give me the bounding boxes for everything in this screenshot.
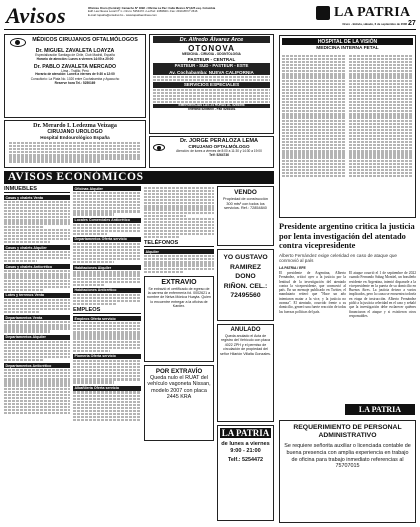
hours: Horario de atención: Lunes a viernes 14:00 a 20:00 xyxy=(36,56,114,61)
ad-text: de lunes a viernes 9:00 - 21:00 xyxy=(221,441,270,454)
category-empleos-oferta: Empleos Oferta servicio xyxy=(73,316,141,321)
category-tel-alquiler: Alquiler xyxy=(144,249,214,254)
ad-body: Se requiere señorita auxiliar o licenciada contable de buena presencia con amplia experiencia en trabajo de oficina para trabajo inmediato referencias al 75707015 xyxy=(284,443,411,470)
ad-peraloza xyxy=(149,136,274,168)
news-subhead: Alberto Fernández exige celeridad en caso de ataque que conmovió al país xyxy=(279,252,397,264)
classified-col-2 xyxy=(73,186,141,524)
ad-title: HOSPITAL DE LA VISIÓN xyxy=(282,38,413,45)
masthead-rule xyxy=(4,29,416,30)
ad-line: RAMIREZ xyxy=(230,263,261,271)
ad-line: DONO xyxy=(235,273,256,280)
contact-line: E-mail: lapatria@entelnet.bo - www.lapatriaenlinea.com xyxy=(88,12,157,17)
news-body: El presidente de Argentina, Alberto Fernández, criticó ayer a la justicia por la lentitud de la investigación del atentado contra la vicepresidente, que conmovió al país. En un mensaje publicado en Twitter, el mandatario reiteró que "Hace un año intentaron matar a la vice, y la justicia no avanza". El atentado, ocurrido frente a su domicilio, generó una fuerte reacción de todas las fuerzas políticas del país. xyxy=(279,270,346,314)
ad-title: Dr. Merardo I. Ledezma Veizaga xyxy=(33,123,117,129)
ad-emergency: EMERGENCIAS LAS 24 HORAS AL 5254598 xyxy=(153,104,270,108)
ad-vendo xyxy=(217,186,274,246)
ad-line: 72495560 xyxy=(230,292,261,299)
ad-box: SERVICIOS ESPECIALES xyxy=(153,82,270,88)
ad-hospital-vision xyxy=(279,35,416,218)
ad-phone: Teléfono 5255000 - Fax 5254451 xyxy=(187,106,236,111)
ad-title: MÉDICOS CIRUJANOS OFTALMÓLOGOS xyxy=(32,37,138,43)
category-deptos-anticretico: Departamentos Anticrético xyxy=(4,363,70,368)
classified-col-3 xyxy=(144,186,214,524)
ad-line: Hospital Endourológico España xyxy=(40,135,110,140)
address: Consultorio: La Plata No. 1020 entre Cochabamba y Ayacucho xyxy=(30,77,120,82)
section-title: Avisos xyxy=(6,3,67,28)
category-locales: Locales Comerciales Anticrético xyxy=(73,218,141,223)
category-deptos-alquiler: Departamentos Alquiler xyxy=(4,335,70,340)
ad-subtitle: CIRUJANO UROLOGO xyxy=(47,129,103,135)
ad-subtitle: CIRUJANO OFTALMÓLOGO xyxy=(188,144,250,149)
ad-phone: Telf: 5264736 xyxy=(209,152,229,157)
ad-por-extravio xyxy=(144,365,214,441)
section-header xyxy=(4,171,274,184)
ad-urologo xyxy=(4,120,146,168)
masthead xyxy=(4,3,416,33)
hours: Horario de atención: Lunes a viernes de 9:30 a 12:00 xyxy=(35,72,115,77)
ad-anulado xyxy=(217,324,274,422)
eye-icon xyxy=(153,144,165,151)
category-habitaciones-ant: Habitaciones Anticrético xyxy=(73,288,141,293)
doctor-detail: Lima - Trujillo, Perú xyxy=(61,68,89,73)
ad-lapatria-hours xyxy=(217,425,274,521)
news-body: El ataque ocurrió el 1 de septiembre de 2022 cuando Fernando Sabag Montiel, un brasileño residente en Argentina, intentó dispararle a la vicepresidente en la puerta de su domicilio en Buenos Aires. La justicia detuvo a varios implicados, pero la causa se encuentra todavía en etapa de instrucción. Alberto Fernández pidió a la justicia celeridad en el caso y señaló que la investigación debe esclarecer quiénes financiaron el ataque y si existieron otros responsables. xyxy=(349,270,416,318)
category-oficinas: Oficinas Alquiler xyxy=(73,186,141,191)
doctor-name: Dr. PABLO ZAVALETA MERCADO xyxy=(33,63,117,70)
doctor-name: Dr. MIGUEL ZAVALETA LOAYZA xyxy=(35,48,115,54)
category-casas-venta: Casas y chalets Venta xyxy=(4,195,70,200)
ad-lapatria-small xyxy=(345,404,415,415)
ad-sub: MEDICINA INTERNA FETAL xyxy=(316,46,379,51)
ad-brand: LA PATRIA xyxy=(221,428,270,438)
brand-name: LA PATRIA xyxy=(334,5,411,20)
news-headline: Presidente argentino critica la justicia por lenta investigación del atentado contra vicepresidente xyxy=(279,222,415,251)
ad-phone: Telf.: 5254472 xyxy=(228,457,263,463)
category-habitaciones: Habitaciones Alquiler xyxy=(73,265,141,270)
ad-title: Dr. JORGE PERALOZA LEMA xyxy=(179,138,259,144)
news-source: LA PATRIA / EFE xyxy=(279,265,306,270)
category-plomeria: Plomería Oferta servicio xyxy=(73,354,141,359)
ad-name: OTONOVA xyxy=(188,44,235,53)
category-deptos-oferta: Departamentos Oferta servicio xyxy=(73,237,141,242)
ad-title: ANULADO xyxy=(230,327,261,333)
ad-sub: PASTEUR - CENTRAL xyxy=(187,56,236,62)
classified-col-1 xyxy=(4,186,70,524)
logo-mark-icon xyxy=(316,6,330,20)
category-title: EMPLEOS xyxy=(73,307,141,314)
ad-medicos-oftalmologos xyxy=(4,34,146,118)
doctor-detail: Especialización Santiago de Chile, Club Madrid, España xyxy=(35,53,115,57)
phone: Reserve hora Tel.: 5250169 xyxy=(54,80,96,85)
category-casas-anticretico: Casas y chalets Anticrético xyxy=(4,264,70,269)
category-albanileria: Albañilería Oferta servicio xyxy=(73,386,141,391)
category-casas-alquiler: Casas y chalets Alquiler xyxy=(4,245,70,250)
ad-brand: LA PATRIA xyxy=(358,405,402,414)
ad-title: REQUERIMIENTO DE PERSONAL ADMINISTRATIVO xyxy=(293,424,402,439)
category-title: TELÉFONOS xyxy=(144,240,214,247)
ad-title: EXTRAVIO xyxy=(161,278,197,286)
ad-extravio xyxy=(144,276,214,362)
ad-requerimiento xyxy=(279,420,416,523)
ad-title: VENDO xyxy=(234,189,257,196)
ad-line: MEDICINA - CIRUGIA - ODONTOLOGIA xyxy=(182,52,241,56)
ad-otonova xyxy=(149,34,274,134)
ad-line: Atención: de lunes a viernes de 8:00 a 11:30 y 14:30 a 19:00 xyxy=(176,149,262,153)
ad-body: Queda nulo el RUAT del vehículo vagoneta Nissan, modelo 2007 con placa 2445 KRA xyxy=(147,374,211,401)
category-title: INMUEBLES xyxy=(4,186,70,193)
classified-col-4 xyxy=(217,186,274,524)
ad-box: PASTEUR - SUD - PASTEUR - ESTE xyxy=(153,63,270,69)
ad-line: YO GUSTAVO xyxy=(223,254,268,261)
ad-yo-gustavo xyxy=(217,249,274,321)
contact-line: Oficinas Oruro (Central): Camacho Nº 1892 • Oficina La Paz: Calle Mexico Nº1425 esq. Colombia xyxy=(88,6,216,10)
news-article xyxy=(279,222,416,416)
ad-title: POR EXTRAVÍO xyxy=(155,367,203,375)
ad-line: RIÑON. CEL.: xyxy=(223,282,268,290)
contact-block xyxy=(88,7,278,17)
category-lotes: Lotes y terrenos Venta xyxy=(4,293,70,298)
ad-banner: Dr. Alfredo Álvarez Arce xyxy=(153,36,270,43)
eye-icon xyxy=(10,38,26,47)
section-header-text: AVISOS ECONÓMICOS xyxy=(8,171,144,183)
ad-body: Se extravió el certificado de egreso de la carrera de enfermería fol. 0002621 a nombre de Neiva Mónica Huayta. Quien lo encuentre entregar a la oficina de Kardex. xyxy=(147,286,211,308)
ad-body: Propiedad de construcción 300 mts² con todos los servicios. Ref.: 72854840 xyxy=(223,197,268,211)
contact-line: Edif. Las Nieves Local Nº 1 • Oruro: 5254472 • La Paz: 2483840 • Fax: 2910-88 Nº 2616 xyxy=(88,9,198,14)
category-deptos-venta: Departamentos Venta xyxy=(4,315,70,320)
date-line: Oruro - Bolivia, sábado, 6 de septiembre de 2008 xyxy=(342,22,407,26)
page-number: 27 xyxy=(408,20,416,27)
ad-body: Queda anulado el Acta de registro del Vehículo con placa 4022 ZPH y el permiso de circulación de propiedad del señor Hilarión Villalta Gonzales. xyxy=(220,334,271,356)
ad-box: Av. Cochabamba: NUEVA CALIFORNIA xyxy=(153,69,270,75)
